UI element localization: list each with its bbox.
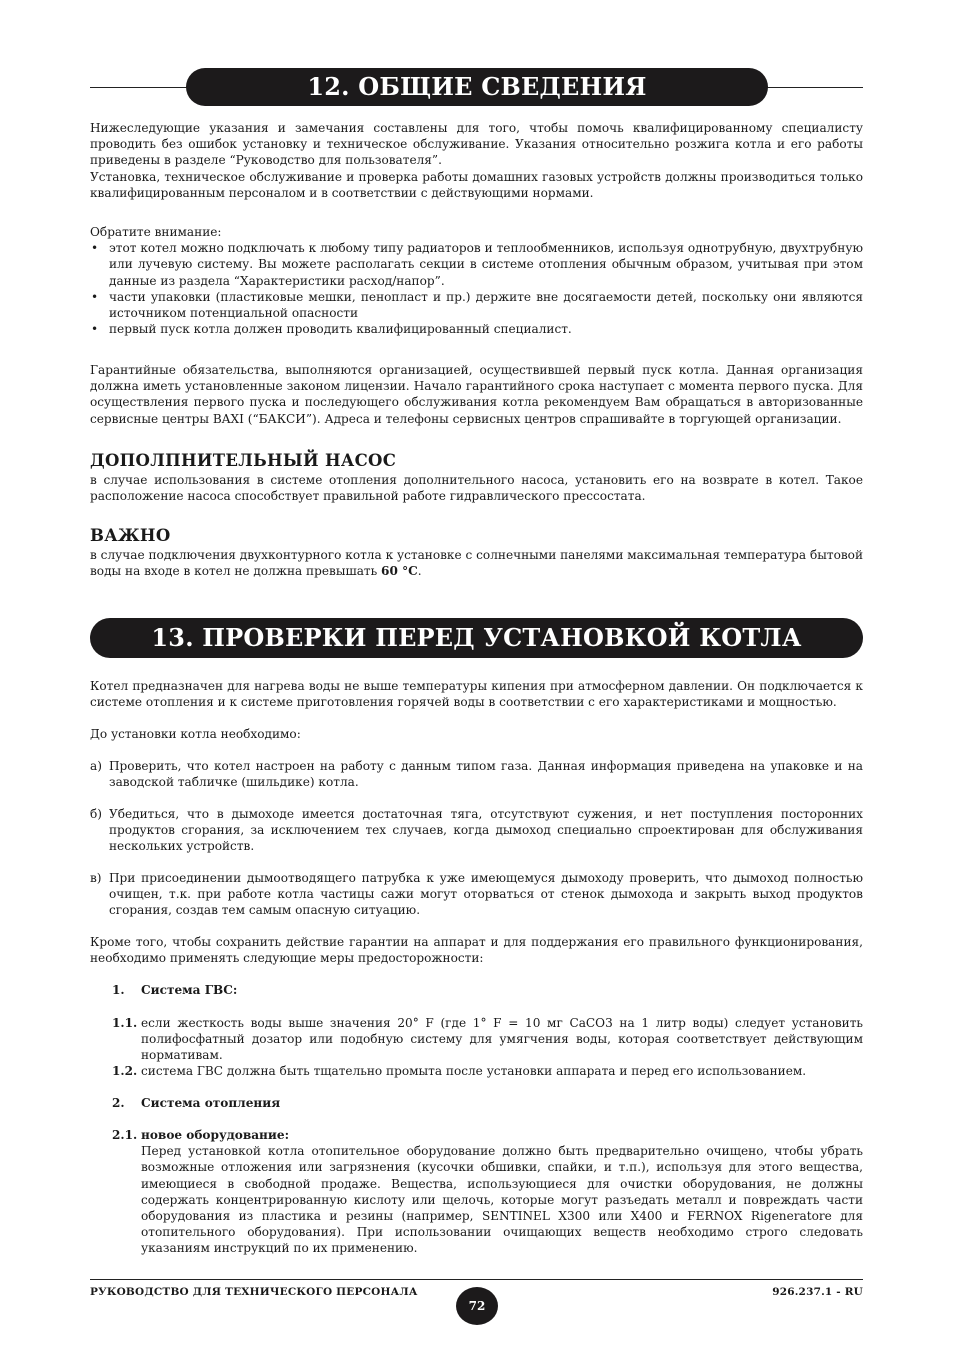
attention-block (90, 224, 863, 337)
section-13-header (90, 618, 863, 658)
before-label-block (90, 726, 863, 742)
footer-rule (90, 1279, 863, 1280)
check-item-a (90, 758, 863, 790)
list-item: • первый пуск котла должен проводить квалифицированный специалист. (90, 321, 863, 337)
section-13-title: 13. ПРОВЕРКИ ПЕРЕД УСТАНОВКОЙ КОТЛА (90, 618, 863, 658)
intro-paragraph-2: Установка, техническое обслуживание и проверка работы домашних газовых устройств должны производиться только квалифицированным персоналом и в соответствии с действующими нормами. (90, 169, 863, 200)
pump-block (90, 472, 863, 504)
item-number: 2. (112, 1096, 125, 1110)
numbered-item-2-1 (112, 1127, 863, 1257)
warranty-note-block (90, 934, 863, 966)
check-item-b (90, 806, 863, 855)
list-item: • этот котел можно подключать к любому типу радиаторов и теплообменников, используя однотрубную, двухтрубную или лучевую систему. Вы можете располагать секции в системе отопления обычным образом, учитывая при этом данные из раздела “Характеристики расход/напор”. (90, 240, 863, 289)
numbered-item-1-1 (112, 1015, 863, 1064)
warranty-text: Гарантийные обязательства, выполняются организацией, осуществившей первый пуск котла. Данная организация должна иметь установленные законом лицензии. Начало гарантийного срока наступает с момента первого пуска. Для осуществления первого пуска и последующего обслуживания котла рекомендуем Вам обращаться в авторизованные сервисные центры BAXI (“БАКСИ”). Адреса и телефоны сервисных центров спрашивайте в торгующей организации. (90, 363, 863, 426)
footer-doc-code: 926.237.1 - RU (772, 1286, 863, 1298)
item-number: 2.1. (112, 1128, 138, 1142)
important-block (90, 547, 863, 579)
section-13-intro (90, 678, 863, 710)
item-text: Убедиться, что в дымоходе имеется достаточная тяга, отсутствуют сужения, и нет поступления посторонних продуктов сгорания, за исключением тех случаев, когда дымоход специально спроектирован для обслуживания нескольких устройств. (109, 807, 863, 854)
item-label: новое оборудование: (141, 1128, 290, 1142)
item-marker: в) (90, 871, 102, 885)
list-item: • части упаковки (пластиковые мешки, пенопласт и пр.) держите вне досягаемости детей, поскольку они являются источником потенциальной опасности (90, 289, 863, 321)
item-text: если жесткость воды выше значения 20° F (где 1° F = 10 мг CaCO3 на 1 литр воды) следует установить полифосфатный дозатор или подобную систему для умягчения воды, которая соответствует действующим нормативам. (141, 1016, 863, 1063)
section-12-header (90, 67, 863, 107)
item-text: система ГВС должна быть тщательно промыта после установки аппарата и перед его использованием. (141, 1064, 807, 1078)
item-label: Система отопления (141, 1096, 281, 1110)
important-heading: ВАЖНО (90, 526, 171, 545)
item-number: 1. (112, 983, 125, 997)
numbered-item-1-2 (112, 1063, 863, 1079)
check-item-c (90, 870, 863, 919)
warranty-note: Кроме того, чтобы сохранить действие гарантии на аппарат и для поддержания его правильного функционирования, необходимо применять следующие меры предосторожности: (90, 935, 863, 966)
item-marker: а) (90, 759, 102, 773)
footer-manual-title: РУКОВОДСТВО ДЛЯ ТЕХНИЧЕСКОГО ПЕРСОНАЛА (90, 1286, 418, 1298)
item-number: 1.1. (112, 1016, 138, 1030)
intro-paragraph-1: Нижеследующие указания и замечания составлены для того, чтобы помочь квалифицированному специалисту проводить без ошибок установку и техническое обслуживание. Указания относительно розжига котла и его работы приведены в разделе “Руководство для пользователя”. (90, 121, 863, 168)
item-text: При присоединении дымоотводящего патрубка к уже имеющемуся дымоходу проверить, что дымоход полностью очищен, т.к. при работе котла частицы сажи могут оторваться от стенок дымохода и закрыть выход продуктов сгорания, создав тем самым опасную ситуацию. (109, 871, 863, 918)
item-label: Система ГВС: (141, 983, 238, 997)
item-text: Проверить, что котел настроен на работу с данным типом газа. Данная информация приведена на упаковке и на заводской табличке (шильдике) котла. (109, 759, 863, 790)
page-number: 72 (456, 1287, 498, 1325)
attention-label: Обратите внимание: (90, 225, 222, 239)
warranty-paragraph (90, 362, 863, 427)
numbered-item-2 (112, 1095, 863, 1111)
pump-text: в случае использования в системе отопления дополнительного насоса, установить его на возврате в котел. Такое расположение насоса способствует правильной работе гидравлического прессостата. (90, 473, 863, 504)
important-text (90, 547, 863, 579)
item-text: Перед установкой котла отопительное оборудование должно быть предварительно очищено, чтобы убрать возможные отложения или загрязнения (кусочки обшивки, спайки, и т.п.), используя для этого вещества, имеющиеся в свободной продаже. Вещества, использующиеся для очистки оборудования, не должны содержать концентрированную кислоту или щелочь, которые могут разъедать металл и повреждать части оборудования из пластика и резины (например, SENTINEL X300 или X400 и FERNOX Rigeneratore для отопительного оборудования). При использовании очищающих веществ необходимо строго следовать указаниям инструкций по их применению. (141, 1144, 863, 1256)
max-temperature-value: 60 °C (381, 564, 418, 579)
section-12-title: 12. ОБЩИЕ СВЕДЕНИЯ (186, 68, 768, 106)
important-body: в случае подключения двухконтурного котла к установке с солнечными панелями максимальная температура бытовой воды на входе в котел не должна превышать (90, 548, 863, 579)
pump-heading: ДОПОЛПНИТЕЛЬНЫЙ НАСОС (90, 451, 397, 470)
important-end: . (417, 564, 422, 579)
attention-list (90, 240, 863, 337)
item-number: 1.2. (112, 1064, 138, 1078)
item-marker: б) (90, 807, 102, 821)
intro-text: Котел предназначен для нагрева воды не выше температуры кипения при атмосферном давлении. Он подключается к системе отопления и к системе приготовления горячей воды в соответствии с его характеристиками и мощностью. (90, 679, 863, 710)
numbered-item-1 (112, 982, 863, 998)
before-label: До установки котла необходимо: (90, 727, 301, 741)
section-12-intro (90, 120, 863, 201)
